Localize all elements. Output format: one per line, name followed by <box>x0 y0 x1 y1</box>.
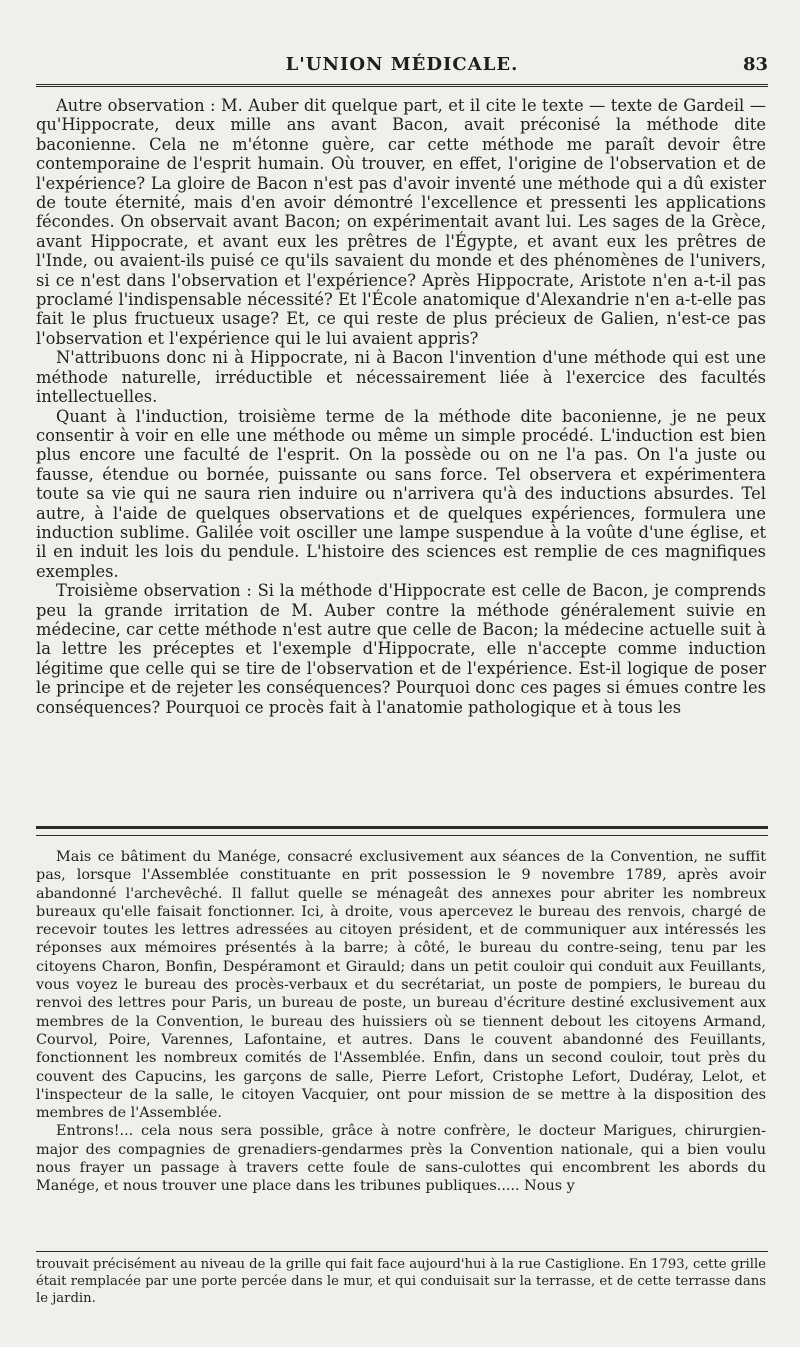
article-paragraph: Autre observation : M. Auber dit quelque part, et il cite le texte — texte de Gardeil — qu'Hippocrate, deux mille ans avant Bacon, avait préconisé la méthode dite baconienne. Cela ne m'étonne guère, car cette méthode me paraît devoir être contemporaine de l'esprit humain. Où trouver, en effet, l'origine de l'observation et de l'expérience? La gloire de Bacon n'est pas d'avoir inventé une méthode qui a dû exister de toute éternité, mais d'en avoir démontré l'excellence et pressenti les applications fécondes. On observait avant Bacon; on expérimentait avant lui. Les sages de la Grèce, avant Hippocrate, et avant eux les prêtres de l'Égypte, et avant eux les prêtres de l'Inde, ou avaient-ils puisé ce qu'ils savaient du monde et des phénomènes de l'univers, si ce n'est dans l'observation et l'expérience? Après Hippocrate, Aristote n'en a-t-il pas proclamé l'indispensable nécessité? Et l'École anatomique d'Alexandrie n'en a-t-elle pas fait le plus fructueux usage? Et, ce qui reste de plus précieux de Galien, n'est-ce pas l'observation et l'expérience qui le lui avaient appris? <box>36 96 766 348</box>
feuilleton-separator <box>36 826 768 836</box>
feuilleton-section <box>36 848 766 1196</box>
journal-title: L'UNION MÉDICALE. <box>285 54 519 75</box>
feuilleton-paragraph: Mais ce bâtiment du Manége, consacré exclusivement aux séances de la Convention, ne suffit pas, lorsque l'Assemblée constituante en prit possession le 9 novembre 1789, après avoir abandonné l'archevêché. Il fallut quelle se ménageât des annexes pour abriter les nombreux bureaux qu'elle faisait fonctionner. Ici, à droite, vous apercevez le bureau des renvois, chargé de recevoir toutes les lettres adressées au citoyen président, et de communiquer aux intéressés les réponses aux mémoires présentés à la barre; à côté, le bureau du contre-seing, tenu par les citoyens Charon, Bonfin, Despéramont et Girauld; dans un petit couloir qui conduit aux Feuillants, vous voyez le bureau des procès-verbaux et du secrétariat, un poste de pompiers, le bureau du renvoi des lettres pour Paris, un bureau de poste, un bureau d'écriture destiné exclusivement aux membres de la Convention, le bureau des huissiers où se tiennent debout les citoyens Armand, Courvol, Poire, Varennes, Lafontaine, et autres. Dans le couvent abandonné des Feuillants, fonctionnent les nombreux comités de l'Assemblée. Enfin, dans un second couloir, tout près du couvent des Capucins, les garçons de salle, Pierre Lefort, Cristophe Lefort, Dudéray, Lelot, et l'inspecteur de la salle, le citoyen Vacquier, ont pour mission de se mettre à la disposition des membres de l'Assemblée. <box>36 849 766 1122</box>
header-rule <box>36 84 768 87</box>
footnote-rule <box>36 1251 768 1252</box>
footnote <box>36 1256 766 1307</box>
main-article <box>36 96 766 717</box>
page-number: 83 <box>742 54 768 75</box>
feuilleton-paragraph: Entrons!... cela nous sera possible, grâce à notre confrère, le docteur Marigues, chirurgien-major des compagnies de grenadiers-gendarmes près la Convention nationale, qui a bien voulu nous frayer un passage à travers cette foule de sans-culottes qui encombrent les abords du Manége, et nous trouver une place dans les tribunes publiques..... Nous y <box>36 1123 766 1195</box>
footnote-text: trouvait précisément au niveau de la grille qui fait face aujourd'hui à la rue Castiglione. En 1793, cette grille était remplacée par une porte percée dans le mur, et qui conduisait sur la terrasse, et de cette terrasse dans le jardin. <box>36 1257 766 1306</box>
article-paragraph: N'attribuons donc ni à Hippocrate, ni à Bacon l'invention d'une méthode qui est une méthode naturelle, irréductible et nécessairement liée à l'exercice des facultés intellectuelles. <box>36 348 766 407</box>
article-paragraph: Quant à l'induction, troisième terme de la méthode dite baconienne, je ne peux consentir à voir en elle une méthode ou même un simple procédé. L'induction est bien plus encore une faculté de l'esprit. On la possède ou on ne l'a pas. On l'a juste ou fausse, étendue ou bornée, puissante ou sans force. Tel observera et expérimentera toute sa vie qui ne saura rien induire ou n'arrivera qu'à des inductions absurdes. Tel autre, à l'aide de quelques observations et de quelques expériences, formulera une induction sublime. Galilée voit osciller une lampe suspendue à la voûte d'une église, et il en induit les lois du pendule. L'histoire des sciences est remplie de ces magnifiques exemples. <box>36 406 766 581</box>
article-paragraph: Troisième observation : Si la méthode d'Hippocrate est celle de Bacon, je comprends peu la grande irritation de M. Auber contre la méthode généralement suivie en médecine, car cette méthode n'est autre que celle de Bacon; la médecine actuelle suit à la lettre les préceptes et l'exemple d'Hippocrate, elle n'accepte comme induction légitime que celle qui se tire de l'observation et de l'expérience. Est-il logique de poser le principe et de rejeter les conséquences? Pourquoi donc ces pages si émues contre les conséquences? Pourquoi ce procès fait à l'anatomie pathologique et à tous les <box>36 581 766 717</box>
page-header <box>36 50 768 80</box>
